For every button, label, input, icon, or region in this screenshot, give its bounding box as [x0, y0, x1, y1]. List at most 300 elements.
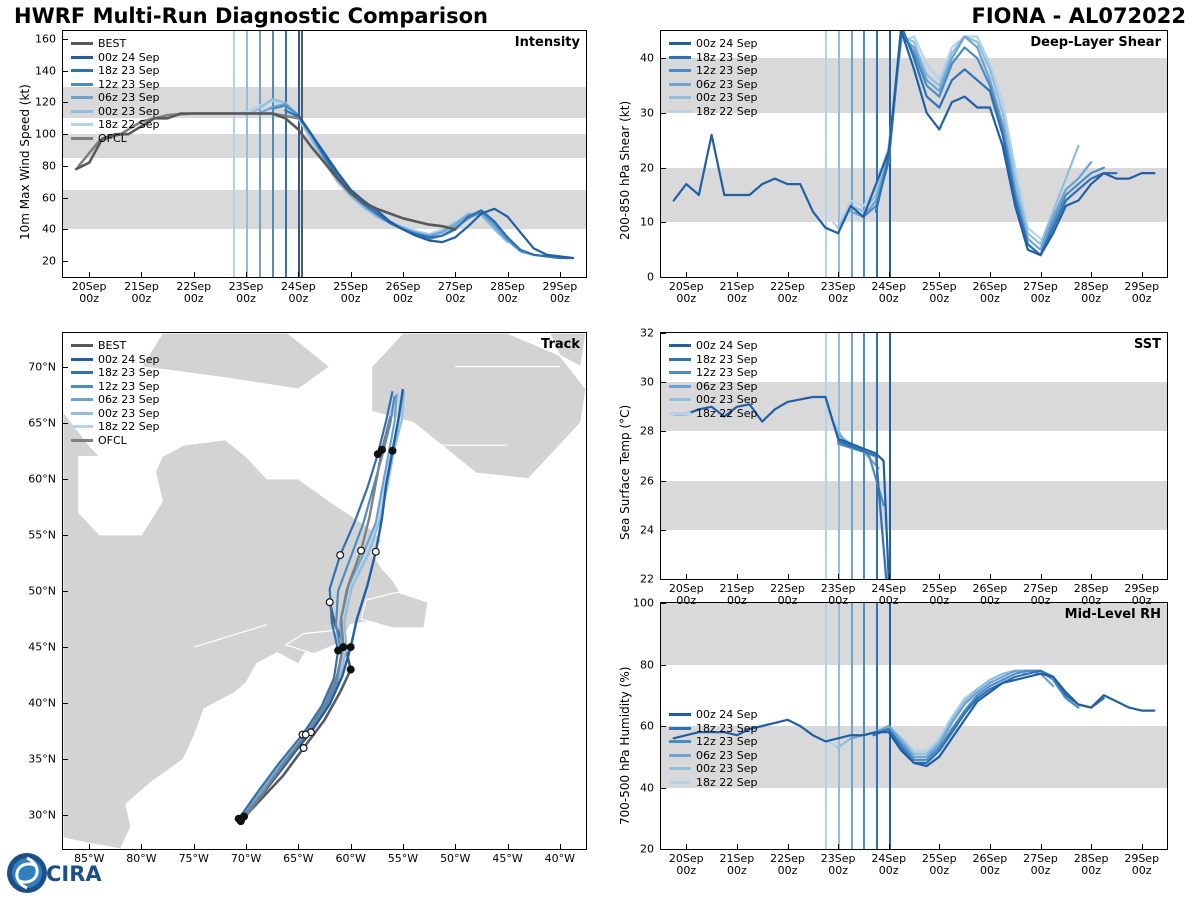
x-tick — [939, 574, 940, 579]
y-tick — [661, 726, 666, 727]
track-time-marker — [337, 552, 344, 559]
legend-swatch — [71, 42, 93, 45]
series-line — [833, 37, 1041, 239]
track-time-marker — [358, 547, 365, 554]
legend-item — [669, 78, 758, 92]
y-tick-label: 40 — [42, 222, 56, 236]
legend-swatch — [71, 398, 93, 401]
legend-item — [669, 64, 758, 78]
legend-item — [669, 762, 758, 776]
legend-label: 18z 22 Sep — [696, 775, 758, 789]
x-tick — [89, 272, 90, 277]
y-tick-label: 32 — [640, 326, 654, 340]
x-tick — [403, 844, 404, 849]
legend-item — [71, 64, 160, 78]
y-tick-label: 40 — [640, 781, 654, 794]
legend-label: 00z 23 Sep — [696, 393, 758, 406]
y-tick — [63, 71, 68, 72]
legend-label: 12z 23 Sep — [696, 64, 758, 77]
legend-item — [71, 407, 160, 421]
y-tick — [63, 815, 68, 816]
legend-item — [669, 380, 758, 394]
legend-label: 00z 24 Sep — [98, 50, 160, 64]
x-tick — [1041, 574, 1042, 579]
y-tick-label: 26 — [640, 474, 654, 488]
x-tick-label: 27Sep 00z — [1023, 582, 1058, 607]
y-tick-label: 100 — [35, 127, 56, 141]
track-time-marker — [347, 644, 354, 651]
legend-swatch — [71, 358, 93, 361]
track-time-marker — [347, 666, 354, 673]
sst-ylabel: Sea Surface Temp (°C) — [618, 404, 632, 540]
x-tick-label: 26Sep 00z — [972, 852, 1008, 877]
shear-legend — [669, 37, 758, 118]
legend-label: 12z 23 Sep — [696, 366, 758, 379]
x-tick-label: 28Sep 00z — [490, 280, 525, 305]
sst-legend — [669, 339, 758, 420]
y-tick — [661, 333, 666, 334]
x-tick — [1091, 272, 1092, 277]
legend-label: 18z 22 Sep — [98, 420, 160, 433]
x-tick — [686, 844, 687, 849]
legend-label: 06z 23 Sep — [696, 748, 758, 762]
y-tick-label: 120 — [35, 95, 56, 109]
series-line — [838, 671, 1028, 754]
x-tick-label: 45°W — [492, 852, 523, 865]
x-tick-label: 29Sep 00z — [1124, 852, 1160, 877]
legend-swatch — [669, 398, 691, 401]
y-tick-label: 80 — [42, 159, 56, 173]
legend-swatch — [71, 56, 93, 59]
legend-item — [669, 339, 758, 353]
x-tick — [194, 844, 195, 849]
page-title-right: FIONA - AL072022 — [971, 4, 1186, 28]
x-tick — [246, 844, 247, 849]
legend-swatch — [669, 371, 691, 374]
y-tick — [63, 591, 68, 592]
legend-label: OFCL — [98, 433, 127, 447]
track-time-marker — [300, 745, 307, 752]
legend-swatch — [669, 42, 691, 45]
x-tick-label: 20Sep 00z — [668, 852, 704, 877]
x-tick — [508, 272, 509, 277]
intensity-chart-panel — [62, 30, 587, 278]
y-tick — [661, 382, 666, 383]
x-tick — [351, 844, 352, 849]
legend-swatch — [669, 412, 691, 415]
x-tick — [889, 272, 890, 277]
svg-text:CIRA: CIRA — [46, 862, 102, 886]
track-map-panel — [62, 332, 587, 850]
series-line — [838, 37, 1078, 245]
legend-swatch — [669, 56, 691, 59]
legend-label: 00z 24 Sep — [696, 339, 758, 352]
legend-label: 18z 23 Sep — [98, 64, 160, 77]
y-tick — [63, 479, 68, 480]
x-tick — [737, 574, 738, 579]
legend-swatch — [669, 69, 691, 72]
legend-swatch — [71, 123, 93, 126]
legend-swatch — [669, 110, 691, 113]
legend-swatch — [71, 412, 93, 415]
rh-ylabel: 700-500 hPa Humidity (%) — [618, 666, 632, 825]
y-tick-label: 20 — [42, 254, 56, 268]
x-tick-label: 70°W — [230, 852, 262, 865]
x-tick — [560, 844, 561, 849]
x-tick-label: 50°W — [440, 852, 471, 865]
legend-swatch — [71, 344, 93, 347]
shear-chart-panel — [660, 30, 1168, 278]
legend-swatch — [669, 83, 691, 86]
legend-swatch — [669, 96, 691, 99]
y-tick — [63, 39, 68, 40]
legend-label: 06z 23 Sep — [696, 379, 758, 393]
x-tick — [508, 844, 509, 849]
y-tick — [661, 665, 666, 666]
x-tick-label: 65°W — [283, 852, 314, 865]
x-tick-label: 26Sep 00z — [385, 280, 421, 305]
x-tick — [686, 574, 687, 579]
y-tick — [63, 759, 68, 760]
x-tick — [1142, 272, 1143, 277]
series-line — [838, 441, 886, 579]
x-tick-label: 24Sep 00z — [871, 280, 907, 305]
x-tick-label: 25Sep 00z — [921, 280, 957, 305]
x-tick — [939, 272, 940, 277]
y-tick — [63, 647, 68, 648]
legend-swatch — [669, 358, 691, 361]
x-tick-label: 21Sep 00z — [124, 280, 159, 305]
legend-label: 12z 23 Sep — [98, 77, 160, 91]
y-tick — [63, 261, 68, 262]
x-tick-label: 26Sep 00z — [972, 280, 1008, 305]
series-line — [851, 671, 1053, 757]
track-legend — [71, 339, 160, 447]
x-tick — [889, 844, 890, 849]
legend-label: 00z 23 Sep — [98, 104, 160, 118]
legend-label: 18z 22 Sep — [696, 406, 758, 420]
legend-item — [71, 118, 160, 132]
legend-swatch — [71, 425, 93, 428]
legend-swatch — [669, 740, 691, 743]
y-tick — [661, 431, 666, 432]
legend-swatch — [669, 385, 691, 388]
x-tick — [246, 272, 247, 277]
y-tick — [63, 423, 68, 424]
legend-item — [71, 78, 160, 92]
legend-item — [669, 708, 758, 722]
y-tick-label: 140 — [35, 64, 56, 78]
legend-item — [669, 735, 758, 749]
y-tick — [661, 113, 666, 114]
x-tick — [455, 844, 456, 849]
y-tick — [661, 788, 666, 789]
x-tick-label: 27Sep 00z — [1023, 852, 1058, 877]
x-tick-label: 21Sep 00z — [719, 582, 755, 607]
x-tick — [560, 272, 561, 277]
x-tick — [990, 574, 991, 579]
landmass-baffin-island — [142, 333, 330, 389]
series-line — [233, 101, 455, 234]
legend-item — [669, 776, 758, 790]
intensity-title: Intensity — [514, 35, 580, 50]
x-tick-label: 29Sep 00z — [1124, 280, 1160, 305]
x-tick — [939, 844, 940, 849]
legend-item — [71, 434, 160, 448]
x-tick-label: 75°W — [178, 852, 209, 865]
legend-item — [71, 37, 160, 51]
x-tick — [990, 272, 991, 277]
y-tick-label: 65°N — [28, 416, 56, 430]
legend-label: 18z 22 Sep — [98, 118, 160, 131]
legend-swatch — [71, 439, 93, 442]
legend-label: 00z 23 Sep — [696, 91, 758, 104]
y-tick — [63, 703, 68, 704]
y-tick-label: 60 — [42, 191, 56, 205]
y-tick-label: 55°N — [28, 528, 56, 542]
x-tick — [838, 844, 839, 849]
x-tick — [298, 272, 299, 277]
y-tick — [63, 198, 68, 199]
series-line — [863, 671, 1078, 760]
legend-item — [669, 722, 758, 736]
y-tick-label: 30°N — [28, 808, 56, 822]
y-tick-label: 24 — [640, 523, 654, 537]
x-tick-label: 22Sep 00z — [770, 280, 805, 305]
x-tick — [889, 574, 890, 579]
legend-item — [71, 366, 160, 380]
x-tick — [351, 272, 352, 277]
track-time-marker — [237, 818, 244, 825]
legend-swatch — [669, 344, 691, 347]
x-tick — [403, 272, 404, 277]
x-tick — [788, 272, 789, 277]
x-tick-label: 23Sep 00z — [820, 280, 856, 305]
sst-title: SST — [1133, 337, 1161, 352]
y-tick-label: 35°N — [28, 752, 56, 766]
track-time-marker — [379, 446, 386, 453]
y-tick-label: 10 — [640, 215, 654, 229]
legend-item — [71, 380, 160, 394]
y-tick-label: 40°N — [28, 696, 56, 710]
legend-item — [71, 51, 160, 65]
x-tick-label: 23Sep 00z — [820, 852, 856, 877]
x-tick — [141, 272, 142, 277]
y-tick-label: 160 — [35, 32, 56, 46]
legend-swatch — [71, 385, 93, 388]
x-tick — [1142, 844, 1143, 849]
y-tick — [63, 535, 68, 536]
x-tick-label: 24Sep 00z — [280, 280, 316, 305]
legend-item — [669, 393, 758, 407]
x-tick-label: 25Sep 00z — [333, 280, 369, 305]
legend-label: BEST — [98, 37, 127, 50]
y-tick — [63, 166, 68, 167]
x-tick-label: 28Sep 00z — [1073, 582, 1109, 607]
x-tick-label: 85°W — [73, 852, 105, 865]
legend-swatch — [669, 781, 691, 784]
x-tick-label: 28Sep 00z — [1073, 280, 1109, 305]
y-tick-label: 30 — [640, 375, 654, 389]
y-tick-label: 22 — [640, 572, 654, 586]
x-tick-label: 27Sep 00z — [1023, 280, 1058, 305]
y-tick-label: 50°N — [28, 584, 56, 598]
x-tick-label: 29Sep 00z — [542, 280, 578, 305]
y-tick-label: 60 — [640, 719, 654, 733]
legend-label: 06z 23 Sep — [696, 77, 758, 91]
legend-swatch — [71, 83, 93, 86]
x-tick — [838, 574, 839, 579]
y-tick-label: 100 — [633, 596, 654, 610]
legend-swatch — [71, 110, 93, 113]
x-tick-label: 20Sep 00z — [668, 280, 704, 305]
legend-swatch — [669, 713, 691, 716]
legend-label: OFCL — [98, 131, 127, 145]
series-line — [246, 99, 508, 242]
rh-legend — [669, 708, 758, 789]
legend-swatch — [71, 96, 93, 99]
legend-item — [669, 407, 758, 421]
legend-item — [71, 420, 160, 434]
intensity-legend — [71, 37, 160, 145]
y-tick-label: 30 — [640, 106, 654, 120]
x-tick — [1142, 574, 1143, 579]
legend-item — [71, 132, 160, 146]
x-tick — [990, 844, 991, 849]
shear-title: Deep-Layer Shear — [1030, 35, 1161, 50]
x-tick-label: 24Sep 00z — [871, 852, 907, 877]
y-tick-label: 40 — [640, 51, 654, 65]
x-tick — [686, 272, 687, 277]
legend-swatch — [669, 754, 691, 757]
legend-label: 06z 23 Sep — [98, 393, 160, 406]
y-tick — [661, 222, 666, 223]
sst-chart-panel — [660, 332, 1168, 580]
legend-label: BEST — [98, 339, 127, 352]
y-tick — [63, 102, 68, 103]
legend-swatch — [669, 767, 691, 770]
legend-label: 00z 24 Sep — [696, 37, 758, 50]
y-tick-label: 0 — [647, 270, 654, 284]
x-tick — [455, 272, 456, 277]
legend-label: 06z 23 Sep — [98, 91, 160, 104]
series-line — [828, 680, 990, 751]
x-tick — [737, 844, 738, 849]
x-tick-label: 40°W — [544, 852, 576, 865]
y-tick — [63, 367, 68, 368]
legend-label: 18z 23 Sep — [696, 50, 758, 64]
legend-item — [669, 749, 758, 763]
y-tick — [661, 168, 666, 169]
x-tick-label: 20Sep 00z — [668, 582, 704, 607]
x-tick-label: 22Sep 00z — [770, 852, 805, 877]
track-title: Track — [541, 337, 580, 352]
x-tick-label: 80°W — [126, 852, 157, 865]
y-tick-label: 80 — [640, 658, 654, 671]
rh-chart-panel — [660, 602, 1168, 850]
x-tick-label: 25Sep 00z — [921, 582, 957, 607]
legend-item — [71, 91, 160, 105]
x-tick — [194, 272, 195, 277]
x-tick-label: 21Sep 00z — [719, 852, 755, 877]
x-tick-label: 25Sep 00z — [921, 852, 957, 877]
track-time-marker — [389, 447, 396, 454]
y-tick — [661, 603, 666, 604]
x-tick — [298, 844, 299, 849]
x-tick — [737, 272, 738, 277]
legend-label: 00z 24 Sep — [98, 352, 160, 366]
track-time-marker — [326, 599, 333, 606]
legend-label: 18z 22 Sep — [696, 104, 758, 118]
x-tick — [1041, 844, 1042, 849]
legend-item — [71, 105, 160, 119]
track-time-marker — [340, 644, 347, 651]
x-tick-label: 23Sep 00z — [820, 582, 856, 607]
legend-label: 18z 23 Sep — [696, 721, 758, 735]
x-tick — [1091, 844, 1092, 849]
x-tick — [141, 844, 142, 849]
legend-label: 12z 23 Sep — [98, 379, 160, 393]
y-tick — [63, 229, 68, 230]
legend-item — [71, 393, 160, 407]
y-tick-label: 60°N — [28, 472, 56, 486]
legend-item — [71, 339, 160, 353]
legend-label: 00z 24 Sep — [696, 708, 758, 721]
x-tick — [788, 574, 789, 579]
y-tick — [661, 58, 666, 59]
x-tick — [1041, 272, 1042, 277]
y-tick — [63, 134, 68, 135]
x-tick-label: 23Sep 00z — [228, 280, 264, 305]
x-tick-label: 28Sep 00z — [1073, 852, 1109, 877]
y-tick-label: 28 — [640, 424, 654, 438]
y-tick-label: 20 — [640, 161, 654, 175]
y-tick-label: 20 — [640, 842, 654, 856]
legend-item — [669, 105, 758, 119]
legend-swatch — [71, 137, 93, 140]
legend-label: 18z 23 Sep — [696, 352, 758, 366]
x-tick-label: 29Sep 00z — [1124, 582, 1160, 607]
x-tick-label: 55°W — [387, 852, 419, 865]
x-tick-label: 27Sep 00z — [437, 280, 473, 305]
x-tick — [788, 844, 789, 849]
legend-label: 12z 23 Sep — [696, 735, 758, 748]
intensity-ylabel: 10m Max Wind Speed (kt) — [18, 84, 32, 240]
legend-item — [669, 91, 758, 105]
x-tick — [1091, 574, 1092, 579]
legend-item — [669, 37, 758, 51]
legend-item — [669, 51, 758, 65]
x-tick-label: 22Sep 00z — [770, 582, 805, 607]
legend-item — [71, 353, 160, 367]
rh-title: Mid-Level RH — [1064, 607, 1161, 622]
x-tick-label: 21Sep 00z — [719, 280, 755, 305]
x-tick — [838, 272, 839, 277]
shear-ylabel: 200-850 hPa Shear (kt) — [618, 100, 632, 240]
track-time-marker — [372, 548, 379, 555]
legend-label: 18z 23 Sep — [98, 366, 160, 379]
series-line — [674, 397, 889, 579]
legend-label: 00z 23 Sep — [696, 762, 758, 775]
x-tick — [89, 844, 90, 849]
x-tick-label: 20Sep 00z — [71, 280, 107, 305]
y-tick — [661, 530, 666, 531]
y-tick-label: 70°N — [28, 360, 56, 374]
y-tick — [661, 481, 666, 482]
x-tick-label: 26Sep 00z — [972, 582, 1008, 607]
legend-item — [669, 353, 758, 367]
track-time-marker — [302, 731, 309, 738]
